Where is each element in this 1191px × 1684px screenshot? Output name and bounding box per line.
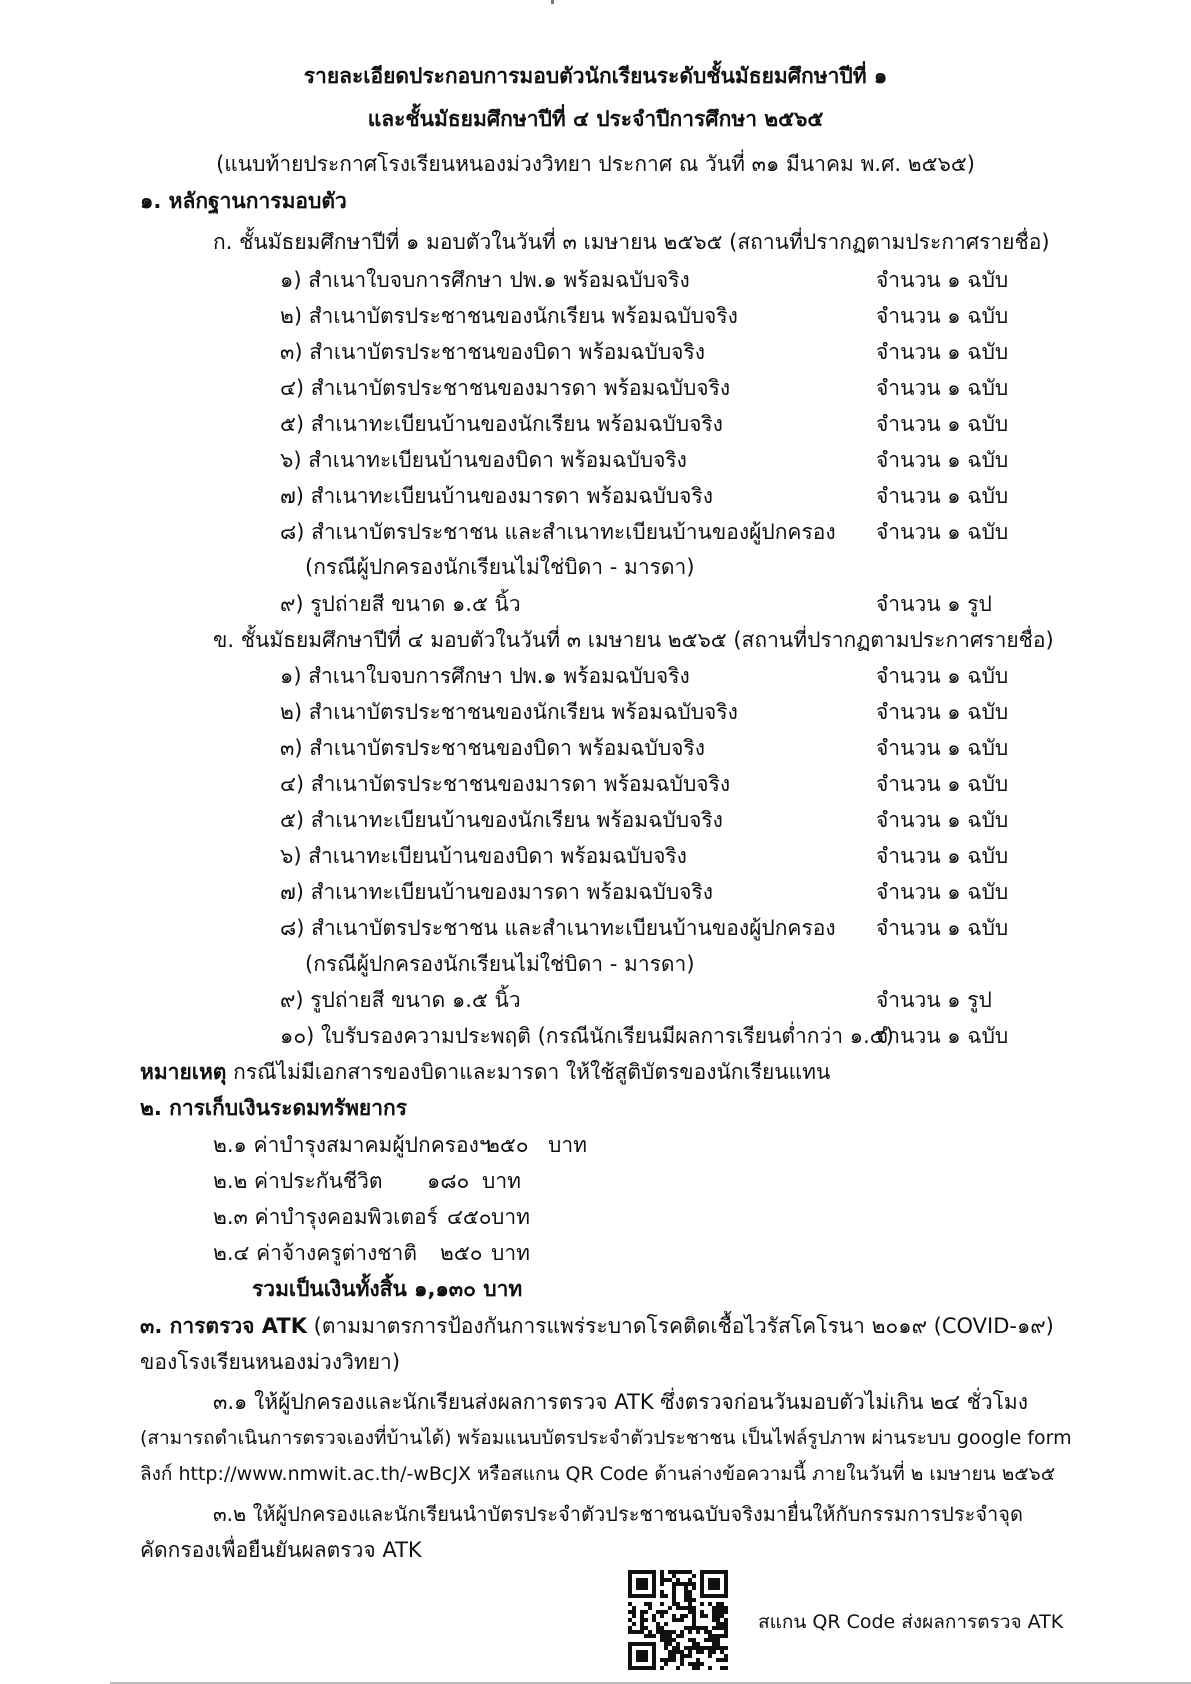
atk-p2-line-1: ๓.๒ ให้ผู้ปกครองและนักเรียนนำบัตรประจำตัวประชาชนฉบับจริงมายื่นให้กับกรรมการประจำจุด <box>213 1502 1023 1526</box>
group-b-item-8: ๘) สำเนาบัตรประชาชน และสำเนาทะเบียนบ้านของผู้ปกครอง <box>280 916 836 940</box>
scan-speck <box>551 0 554 4</box>
title-line-3: (แนบท้ายประกาศโรงเรียนหนองม่วงวิทยา ประกาศ ณ วันที่ ๓๑ มีนาคม พ.ศ. ๒๕๖๕) <box>216 152 975 176</box>
group-a-item-3: ๓) สำเนาบัตรประชาชนของบิดา พร้อมฉบับจริง <box>280 340 705 364</box>
group-b-item-5-qty: จำนวน ๑ ฉบับ <box>876 808 1009 832</box>
group-b-item-7: ๗) สำเนาทะเบียนบ้านของมารดา พร้อมฉบับจริง <box>280 880 713 904</box>
group-a-item-4: ๔) สำเนาบัตรประชาชนของมารดา พร้อมฉบับจริง <box>280 376 731 400</box>
group-a-item-1-qty: จำนวน ๑ ฉบับ <box>876 268 1009 292</box>
section-3-heading-rest: (ตามมาตรการป้องกันการแพร่ระบาดโรคติดเชื้อไวรัสโคโรนา ๒๐๑๙ (COVID-๑๙) <box>306 1314 1054 1338</box>
fee-item-3-amount: ๔๕๐ <box>447 1205 492 1229</box>
group-b-item-1-qty: จำนวน ๑ ฉบับ <box>876 664 1009 688</box>
group-b-item-3: ๓) สำเนาบัตรประชาชนของบิดา พร้อมฉบับจริง <box>280 736 705 760</box>
group-b-item-4: ๔) สำเนาบัตรประชาชนของมารดา พร้อมฉบับจริง <box>280 772 731 796</box>
group-b-item-7-qty: จำนวน ๑ ฉบับ <box>876 880 1009 904</box>
fee-item-4-label: ๒.๔ ค่าจ้างครูต่างชาติ <box>213 1241 417 1265</box>
group-a-item-8: ๘) สำเนาบัตรประชาชน และสำเนาทะเบียนบ้านของผู้ปกครอง <box>280 520 836 544</box>
fee-item-2-unit: บาท <box>482 1169 521 1193</box>
group-b-item-6: ๖) สำเนาทะเบียนบ้านของบิดา พร้อมฉบับจริง <box>280 844 687 868</box>
group-a-item-1: ๑) สำเนาใบจบการศึกษา ปพ.๑ พร้อมฉบับจริง <box>280 268 690 292</box>
fee-item-3-label: ๒.๓ ค่าบำรุงคอมพิวเตอร์ <box>213 1205 438 1229</box>
group-a-item-5: ๕) สำเนาทะเบียนบ้านของนักเรียน พร้อมฉบับจริง <box>280 412 723 436</box>
group-a-item-3-qty: จำนวน ๑ ฉบับ <box>876 340 1009 364</box>
atk-p1-line-2: (สามารถดำเนินการตรวจเองที่บ้านได้) พร้อมแนบบัตรประจำตัวประชาชน เป็นไฟล์รูปภาพ ผ่านระบบ google form <box>140 1427 1072 1449</box>
group-b-item-2: ๒) สำเนาบัตรประชาชนของนักเรียน พร้อมฉบับจริง <box>280 700 738 724</box>
group-a-item-8-qty: จำนวน ๑ ฉบับ <box>876 520 1009 544</box>
group-a-heading: ก. ชั้นมัธยมศึกษาปีที่ ๑ มอบตัวในวันที่ ๓ เมษายน ๒๕๖๕ (สถานที่ปรากฏตามประกาศรายชื่อ) <box>213 230 1050 254</box>
fee-item-1-amount: ๒๕๐ <box>486 1133 529 1157</box>
note-text: กรณีไม่มีเอกสารของบิดาและมารดา ให้ใช้สูติบัตรของนักเรียนแทน <box>226 1060 831 1084</box>
fee-item-1-label: ๒.๑ ค่าบำรุงสมาคมผู้ปกครองฯ <box>213 1133 491 1157</box>
group-a-item-9: ๙) รูปถ่ายสี ขนาด ๑.๕ นิ้ว <box>280 592 521 616</box>
section-3-heading-bold: ๓. การตรวจ ATK <box>140 1314 307 1338</box>
fee-item-3-unit: บาท <box>491 1205 530 1229</box>
group-b-item-6-qty: จำนวน ๑ ฉบับ <box>876 844 1009 868</box>
group-a-item-7-qty: จำนวน ๑ ฉบับ <box>876 484 1009 508</box>
group-b-item-3-qty: จำนวน ๑ ฉบับ <box>876 736 1009 760</box>
group-a-item-5-qty: จำนวน ๑ ฉบับ <box>876 412 1009 436</box>
qr-code-image[interactable] <box>626 1566 730 1674</box>
group-b-heading: ข. ชั้นมัธยมศึกษาปีที่ ๔ มอบตัวในวันที่ ๓ เมษายน ๒๕๖๕ (สถานที่ปรากฏตามประกาศรายชื่อ) <box>213 628 1054 652</box>
atk-p2-line-2: คัดกรองเพื่อยืนยันผลตรวจ ATK <box>140 1538 422 1562</box>
group-b-item-4-qty: จำนวน ๑ ฉบับ <box>876 772 1009 796</box>
title-line-1: รายละเอียดประกอบการมอบตัวนักเรียนระดับชั้นมัธยมศึกษาปีที่ ๑ <box>303 64 888 88</box>
group-b-item-2-qty: จำนวน ๑ ฉบับ <box>876 700 1009 724</box>
group-a-item-9-qty: จำนวน ๑ รูป <box>876 592 992 616</box>
group-b-item-10: ๑๐) ใบรับรองความประพฤติ (กรณีนักเรียนมีผลการเรียนต่ำกว่า ๑.๕) <box>280 1024 894 1048</box>
group-b-item-8-qty: จำนวน ๑ ฉบับ <box>876 916 1009 940</box>
group-b-item-10-qty: จำนวน ๑ ฉบับ <box>876 1024 1009 1048</box>
section-2-heading: ๒. การเก็บเงินระดมทรัพยากร <box>140 1096 408 1120</box>
note-label: หมายเหตุ <box>140 1060 227 1084</box>
atk-p1-line-1: ๓.๑ ให้ผู้ปกครองและนักเรียนส่งผลการตรวจ ATK ซึ่งตรวจก่อนวันมอบตัวไม่เกิน ๒๔ ชั่วโมง <box>213 1390 1029 1414</box>
group-a-item-2-qty: จำนวน ๑ ฉบับ <box>876 304 1009 328</box>
section-1-heading: ๑. หลักฐานการมอบตัว <box>140 189 347 213</box>
fee-total: รวมเป็นเงินทั้งสิ้น ๑,๑๓๐ บาท <box>252 1277 523 1301</box>
note-line <box>140 1058 830 1086</box>
fee-item-4-unit: บาท <box>491 1241 530 1265</box>
section-3-heading <box>140 1312 1054 1340</box>
fee-item-2-amount: ๑๘๐ <box>427 1169 470 1193</box>
title-line-2: และชั้นมัธยมศึกษาปีที่ ๔ ประจำปีการศึกษา ๒๕๖๕ <box>367 107 824 131</box>
group-a-item-4-qty: จำนวน ๑ ฉบับ <box>876 376 1009 400</box>
group-b-item-5: ๕) สำเนาทะเบียนบ้านของนักเรียน พร้อมฉบับจริง <box>280 808 723 832</box>
group-a-item-6-qty: จำนวน ๑ ฉบับ <box>876 448 1009 472</box>
group-b-item-9: ๙) รูปถ่ายสี ขนาด ๑.๕ นิ้ว <box>280 988 521 1012</box>
group-a-item-7: ๗) สำเนาทะเบียนบ้านของมารดา พร้อมฉบับจริง <box>280 484 713 508</box>
fee-item-4-amount: ๒๕๐ <box>440 1241 483 1265</box>
group-b-item-9-qty: จำนวน ๑ รูป <box>876 988 992 1012</box>
group-a-item-2: ๒) สำเนาบัตรประชาชนของนักเรียน พร้อมฉบับจริง <box>280 304 738 328</box>
fee-item-2-label: ๒.๒ ค่าประกันชีวิต <box>213 1169 383 1193</box>
qr-code-graphic <box>626 1566 730 1674</box>
fee-item-1-unit: บาท <box>548 1133 587 1157</box>
group-b-item-1: ๑) สำเนาใบจบการศึกษา ปพ.๑ พร้อมฉบับจริง <box>280 664 690 688</box>
qr-caption: สแกน QR Code ส่งผลการตรวจ ATK <box>758 1611 1064 1633</box>
group-b-item-8-note: (กรณีผู้ปกครองนักเรียนไม่ใช่บิดา - มารดา) <box>305 952 695 976</box>
section-3-heading-line-2: ของโรงเรียนหนองม่วงวิทยา) <box>140 1350 401 1374</box>
group-a-item-8-note: (กรณีผู้ปกครองนักเรียนไม่ใช่บิดา - มารดา) <box>305 555 695 579</box>
group-a-item-6: ๖) สำเนาทะเบียนบ้านของบิดา พร้อมฉบับจริง <box>280 448 687 472</box>
atk-p1-line-3: ลิงก์ http://www.nmwit.ac.th/-wBcJX หรือสแกน QR Code ด้านล่างข้อความนี้ ภายในวันที่ ๒ เมษายน ๒๕๖๕ <box>140 1463 1056 1485</box>
